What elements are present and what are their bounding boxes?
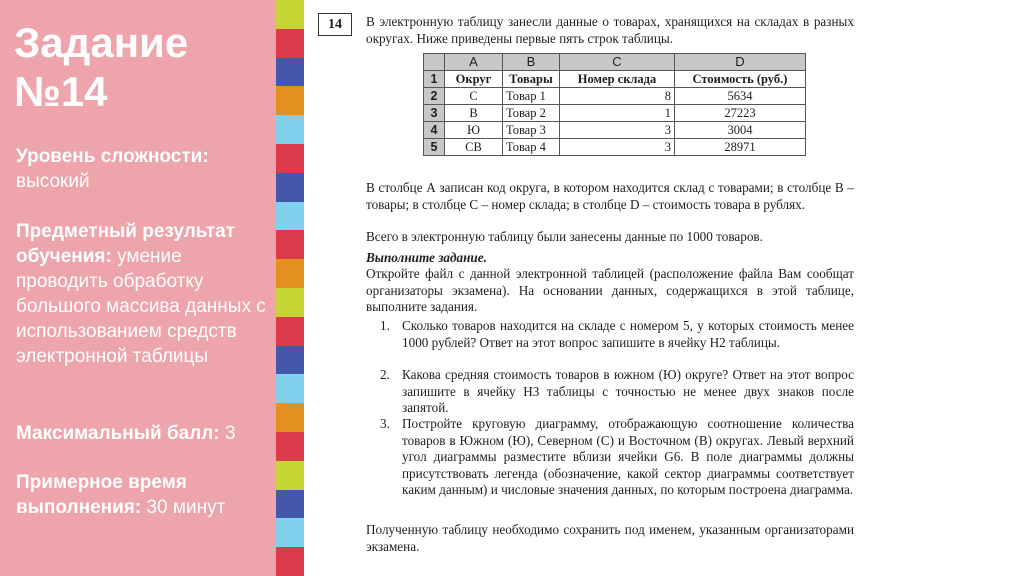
color-stripe [276,490,304,519]
col-letter-c: C [560,54,675,71]
result-block [16,219,274,369]
task-item-text: Постройте круговую диаграмму, отображающую соотношение количества товаров в Южном (Ю), Северном (С) и Восточном (В) округах. Левый верхний угол диаграммы разместите вблизи ячейки G6. В поле диаграммы должны присутствовать легенда (обозначение, какой сектор диаграммы соответствует каким данным) и числовые значения данных, по которым построена диаграмма. [402,416,854,497]
header-stoimost: Стоимость (руб.) [675,71,806,88]
header-sklad: Номер склада [560,71,675,88]
color-stripe [276,374,304,403]
cell-sklad: 3 [560,122,675,139]
difficulty-block [16,144,274,194]
color-stripes [276,0,304,576]
total-paragraph: Всего в электронную таблицу были занесены данные по 1000 товаров. [366,229,763,244]
task-label: Выполните задание. [366,250,487,265]
row-number: 1 [424,71,445,88]
time-block [16,470,274,520]
cell-tovar: Товар 1 [503,88,560,105]
result-value: умение проводить обработку большого массива данных с использованием средств электронной таблицы [16,246,266,367]
color-stripe [276,259,304,288]
difficulty-label: Уровень сложности: [16,146,209,167]
score-block [16,421,274,446]
color-stripe [276,86,304,115]
color-stripe [276,317,304,346]
score-value: 3 [224,423,236,444]
cell-stoimost: 28971 [675,139,806,156]
color-stripe [276,346,304,375]
task-intro-paragraph: Откройте файл с данной электронной таблицей (расположение файла Вам сообщат организаторы экзамена). На основании данных, содержащихся в этой таблице, выполните задания. [366,266,854,314]
row-number: 5 [424,139,445,156]
header-tovary: Товары [503,71,560,88]
cell-okrug: Ю [445,122,503,139]
color-stripe [276,0,304,29]
cell-sklad: 8 [560,88,675,105]
cell-tovar: Товар 3 [503,122,560,139]
exam-document [304,0,1024,576]
row-number: 2 [424,88,445,105]
task-title-line2: №14 [14,68,108,115]
table-row [424,71,806,88]
time-value: 30 минут [146,497,226,518]
time-label: Примерное время выполнения: [16,472,187,518]
spreadsheet-table [423,53,806,156]
color-stripe [276,547,304,576]
cell-stoimost: 5634 [675,88,806,105]
color-stripe [276,230,304,259]
row-number: 4 [424,122,445,139]
col-letter-d: D [675,54,806,71]
cell-stoimost: 27223 [675,105,806,122]
score-label: Максимальный балл: [16,423,220,444]
table-row [424,122,806,139]
cell-okrug: С [445,88,503,105]
row-number: 3 [424,105,445,122]
color-stripe [276,29,304,58]
task-item-number: 1. [380,318,390,333]
difficulty-value: высокий [16,171,90,192]
corner-cell [424,54,445,71]
task-title [14,18,269,116]
result-label: Предметный результат обучения: [16,221,235,267]
task-title-line1: Задание [14,19,189,66]
color-stripe [276,432,304,461]
cell-stoimost: 3004 [675,122,806,139]
column-letter-row [424,54,806,71]
header-okrug: Округ [445,71,503,88]
col-letter-b: B [503,54,560,71]
cell-tovar: Товар 2 [503,105,560,122]
color-stripe [276,202,304,231]
color-stripe [276,288,304,317]
task-item-text: Какова средняя стоимость товаров в южном (Ю) округе? Ответ на этот вопрос запишите в ячейку H3 таблицы с точностью не менее двух знаков после запятой. [402,367,854,415]
color-stripe [276,58,304,87]
color-stripe [276,144,304,173]
cell-tovar: Товар 4 [503,139,560,156]
cell-sklad: 1 [560,105,675,122]
task-item-number: 2. [380,367,390,382]
color-stripe [276,173,304,202]
color-stripe [276,115,304,144]
intro-paragraph: В электронную таблицу занесли данные о товарах, хранящихся на складах в разных округах. Ниже приведены первые пять строк таблицы. [366,14,854,46]
description-paragraph: В столбце А записан код округа, в котором находится склад с товарами; в столбце В – товары; в столбце С – номер склада; в столбце D – стоимость товара в рублях. [366,180,854,212]
col-letter-a: A [445,54,503,71]
table-row [424,88,806,105]
table-row [424,139,806,156]
task-item-text: Сколько товаров находится на складе с номером 5, у которых стоимость менее 1000 рублей? Ответ на этот вопрос запишите в ячейку H2 таблицы. [402,318,854,350]
question-number: 14 [318,13,352,36]
cell-okrug: В [445,105,503,122]
closing-paragraph: Полученную таблицу необходимо сохранить под именем, указанным организаторами экзамена. [366,522,854,554]
color-stripe [276,461,304,490]
cell-sklad: 3 [560,139,675,156]
table-row [424,105,806,122]
task-item-number: 3. [380,416,390,431]
task-block [366,250,854,267]
info-panel [0,0,276,576]
color-stripe [276,518,304,547]
color-stripe [276,403,304,432]
cell-okrug: СВ [445,139,503,156]
